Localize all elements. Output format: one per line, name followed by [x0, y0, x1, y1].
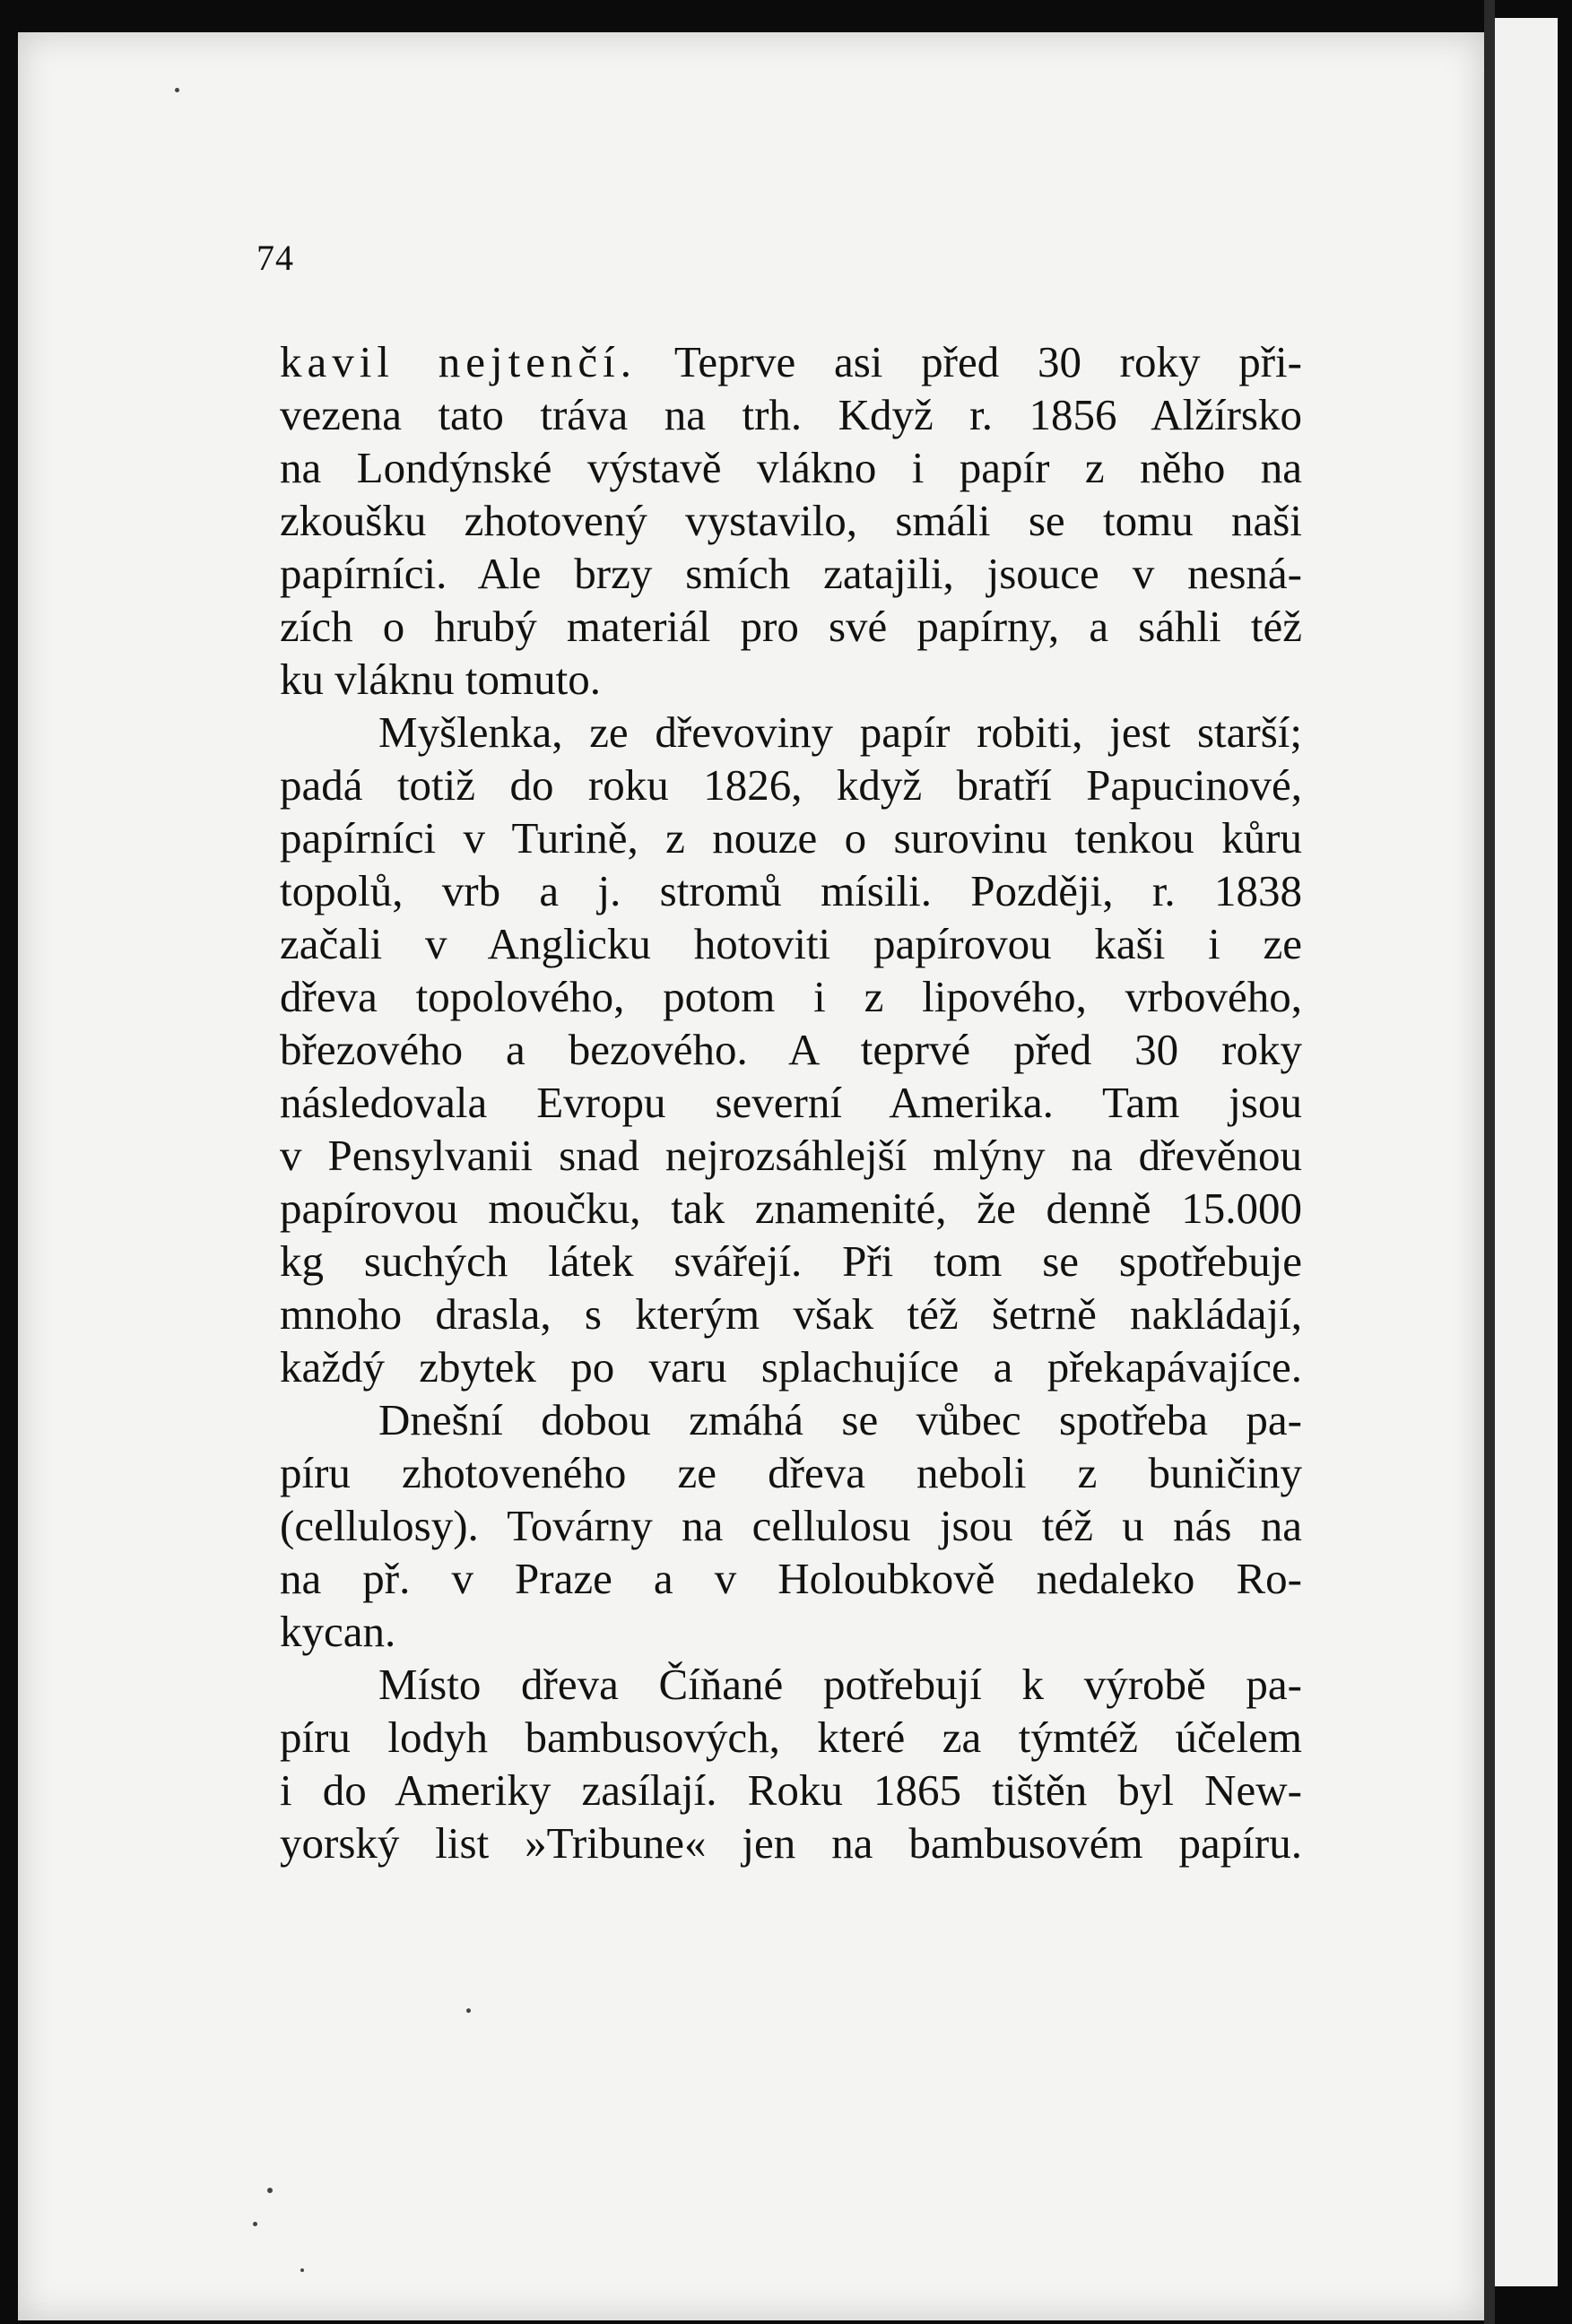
- text-line: (cellulosy). Továrny na cellulosu jsou též u nás na: [280, 1501, 1302, 1550]
- paragraph-start-line: Místo dřeva Číňané potřebují k výrobě pa-: [378, 1660, 1302, 1709]
- text-line: na Londýnské výstavě vlákno i papír z něho na: [280, 443, 1302, 492]
- text-line: zích o hrubý materiál pro své papírny, a sáhli též: [280, 602, 1302, 651]
- dust-speck: [466, 2008, 471, 2013]
- dust-speck: [267, 2188, 273, 2193]
- dust-speck: [253, 2222, 257, 2226]
- text-line: v Pensylvanii snad nejrozsáhlejší mlýny na dřevěnou: [280, 1131, 1302, 1180]
- text-line: začali v Anglicku hotoviti papírovou kaši i ze: [280, 919, 1302, 968]
- text-line: píru zhotoveného ze dřeva neboli z buničiny: [280, 1448, 1302, 1497]
- text-line: papírovou moučku, tak znamenité, že denně 15.000: [280, 1184, 1302, 1233]
- line-rest: Teprve asi před 30 roky při-: [637, 337, 1302, 386]
- paragraph-start-line: Dnešní dobou zmáhá se vůbec spotřeba pa-: [378, 1395, 1302, 1444]
- text-line: píru lodyh bambusových, které za týmtéž účelem: [280, 1713, 1302, 1762]
- text-line: kg suchých látek svářejí. Při tom se spotřebuje: [280, 1236, 1302, 1286]
- text-line: i do Ameriky zasílají. Roku 1865 tištěn byl New-: [280, 1765, 1302, 1815]
- text-line: zkoušku zhotovený vystavilo, smáli se tomu naši: [280, 496, 1302, 545]
- facing-page-strip: [1495, 18, 1558, 2286]
- dust-speck: [175, 88, 179, 92]
- text-line: na př. v Praze a v Holoubkově nedaleko Ro-: [280, 1554, 1302, 1603]
- text-line: yorský list »Tribune« jen na bambusovém papíru.: [280, 1818, 1302, 1868]
- text-line: každý zbytek po varu splachujíce a překapávajíce.: [280, 1342, 1302, 1392]
- text-line: mnoho drasla, s kterým však též šetrně nakládají,: [280, 1289, 1302, 1339]
- paragraph-end-line: ku vláknu tomuto.: [280, 655, 601, 704]
- text-line: papírníci. Ale brzy smích zatajili, jsouce v nesná-: [280, 549, 1302, 598]
- spaced-word: kavil nejtenčí.: [280, 337, 638, 386]
- text-line: vezena tato tráva na trh. Když r. 1856 Alžírsko: [280, 390, 1302, 439]
- page-edge-shadow: [1484, 0, 1495, 2324]
- body-text: [280, 335, 1302, 1869]
- paragraph-end-line: kycan.: [280, 1607, 396, 1656]
- page-number: 74: [256, 238, 294, 278]
- text-line: papírníci v Turině, z nouze o surovinu tenkou kůru: [280, 813, 1302, 863]
- text-line: padá totiž do roku 1826, když bratří Papucinové,: [280, 760, 1302, 810]
- dust-speck: [300, 2268, 304, 2272]
- text-line: topolů, vrb a j. stromů mísili. Později, r. 1838: [280, 866, 1302, 915]
- paragraph-start-line: Myšlenka, ze dřevoviny papír robiti, jest starší;: [378, 707, 1302, 757]
- text-line: [280, 335, 1302, 388]
- text-line: následovala Evropu severní Amerika. Tam jsou: [280, 1078, 1302, 1127]
- text-line: dřeva topolového, potom i z lipového, vrbového,: [280, 972, 1302, 1021]
- text-line: březového a bezového. A teprvé před 30 roky: [280, 1025, 1302, 1074]
